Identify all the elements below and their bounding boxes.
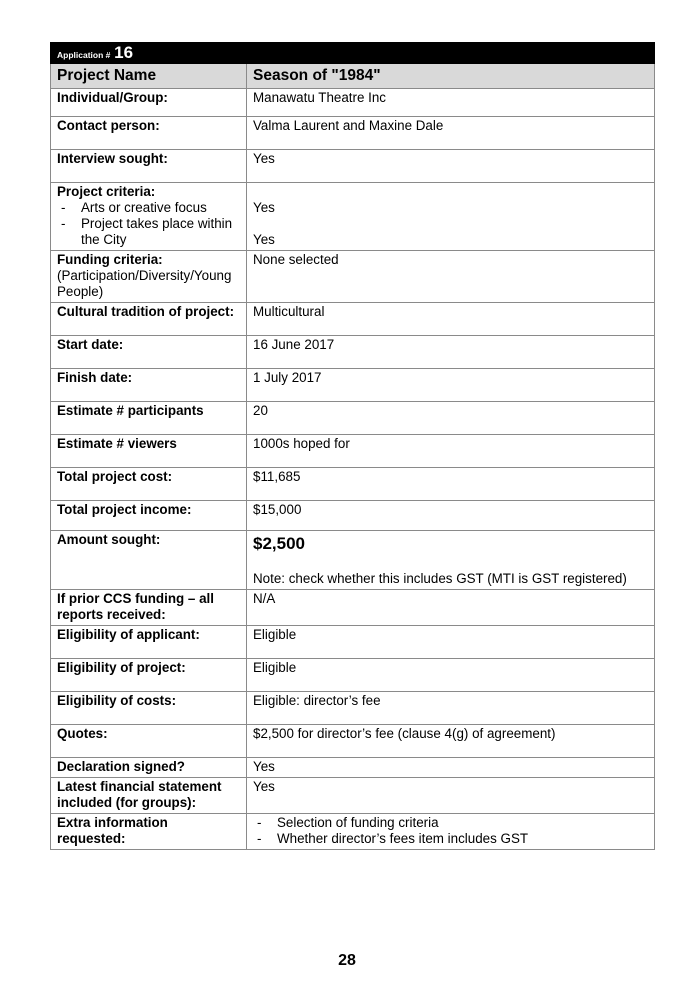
table-row: [51, 150, 655, 183]
list-item: - Whether director’s fees item includes GST: [253, 831, 648, 847]
interview-sought-value: Yes: [247, 150, 655, 183]
project-criteria-label: Project criteria:: [57, 184, 156, 199]
table-row: [51, 369, 655, 402]
cultural-tradition-value: Multicultural: [247, 303, 655, 336]
financial-statement-label: Latest financial statement included (for groups):: [51, 778, 247, 814]
list-item: - Arts or creative focus: [57, 200, 240, 216]
extra-info-label: Extra information requested:: [51, 814, 247, 850]
financial-statement-value: Yes: [247, 778, 655, 814]
eligibility-project-label: Eligibility of project:: [51, 659, 247, 692]
table-row: [51, 89, 655, 117]
table-row: [51, 402, 655, 435]
total-income-value: $15,000: [247, 501, 655, 531]
amount-sought-value: $2,500: [253, 534, 305, 553]
funding-criteria-sublabel: (Participation/Diversity/Young People): [57, 268, 232, 299]
application-label: Application #: [57, 50, 111, 60]
total-cost-value: $11,685: [247, 468, 655, 501]
application-number: 16: [114, 43, 134, 62]
extra-info-list: [253, 815, 648, 847]
project-name-row: [51, 64, 655, 89]
eligibility-applicant-label: Eligibility of applicant:: [51, 626, 247, 659]
project-name-value: Season of "1984": [247, 64, 655, 89]
criteria-value-1: Yes: [253, 200, 275, 215]
funding-criteria-label: Funding criteria:: [57, 252, 163, 267]
participants-value: 20: [247, 402, 655, 435]
table-row: [51, 725, 655, 758]
project-criteria-list: [57, 200, 240, 248]
table-row: [51, 303, 655, 336]
total-income-label: Total project income:: [51, 501, 247, 531]
start-date-value: 16 June 2017: [247, 336, 655, 369]
individual-group-value: Manawatu Theatre Inc: [247, 89, 655, 117]
finish-date-value: 1 July 2017: [247, 369, 655, 402]
page-number: 28: [338, 952, 356, 969]
funding-criteria-cell: [51, 251, 247, 303]
table-row: [51, 468, 655, 501]
cultural-tradition-label: Cultural tradition of project:: [51, 303, 247, 336]
list-item: - Selection of funding criteria: [253, 815, 648, 831]
application-sheet: [50, 42, 654, 850]
table-row: [51, 692, 655, 725]
table-row: [51, 435, 655, 468]
start-date-label: Start date:: [51, 336, 247, 369]
application-header-row: [51, 43, 655, 64]
table-row: [51, 531, 655, 590]
table-row: [51, 814, 655, 850]
declaration-value: Yes: [247, 758, 655, 778]
quotes-value: $2,500 for director’s fee (clause 4(g) of agreement): [247, 725, 655, 758]
amount-sought-label: Amount sought:: [51, 531, 247, 590]
amount-sought-cell: [247, 531, 655, 590]
contact-person-value: Valma Laurent and Maxine Dale: [247, 117, 655, 150]
project-criteria-cell: [51, 183, 247, 251]
total-cost-label: Total project cost:: [51, 468, 247, 501]
eligibility-costs-value: Eligible: director’s fee: [247, 692, 655, 725]
viewers-value: 1000s hoped for: [247, 435, 655, 468]
participants-label: Estimate # participants: [51, 402, 247, 435]
prior-funding-label: If prior CCS funding – all reports received:: [51, 590, 247, 626]
table-row: [51, 251, 655, 303]
prior-funding-value: N/A: [247, 590, 655, 626]
amount-sought-note: Note: check whether this includes GST (MTI is GST registered): [253, 571, 627, 586]
application-number-cell: [51, 43, 247, 64]
individual-group-label: Individual/Group:: [51, 89, 247, 117]
finish-date-label: Finish date:: [51, 369, 247, 402]
project-name-label: Project Name: [51, 64, 247, 89]
extra-info-cell: [247, 814, 655, 850]
funding-criteria-value: None selected: [247, 251, 655, 303]
project-criteria-values: [247, 183, 655, 251]
declaration-label: Declaration signed?: [51, 758, 247, 778]
contact-person-label: Contact person:: [51, 117, 247, 150]
table-row: [51, 501, 655, 531]
table-row: [51, 659, 655, 692]
table-row: [51, 117, 655, 150]
eligibility-applicant-value: Eligible: [247, 626, 655, 659]
table-row: [51, 590, 655, 626]
eligibility-project-value: Eligible: [247, 659, 655, 692]
criteria-value-2: Yes: [253, 232, 275, 247]
list-item: - Project takes place within the City: [57, 216, 240, 248]
table-row: [51, 183, 655, 251]
viewers-label: Estimate # viewers: [51, 435, 247, 468]
table-row: [51, 626, 655, 659]
table-row: [51, 778, 655, 814]
table-row: [51, 758, 655, 778]
eligibility-costs-label: Eligibility of costs:: [51, 692, 247, 725]
table-row: [51, 336, 655, 369]
quotes-label: Quotes:: [51, 725, 247, 758]
application-table: [50, 42, 655, 850]
interview-sought-label: Interview sought:: [51, 150, 247, 183]
